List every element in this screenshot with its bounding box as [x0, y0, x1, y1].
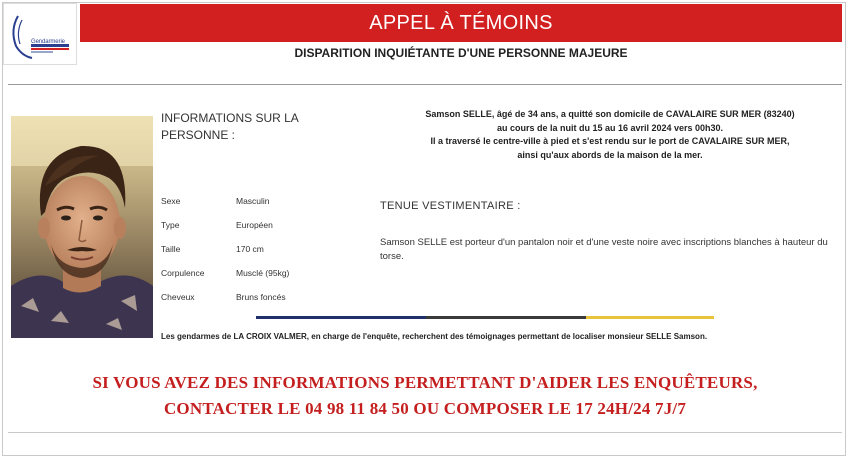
divider-bottom	[8, 432, 842, 433]
attribute-row-hair	[161, 292, 361, 316]
missing-person-photo	[11, 116, 153, 338]
clothing-text: Samson SELLE est porteur d'un pantalon noir et d'une veste noire avec inscriptions blanches à hauteur du torse.	[380, 237, 828, 262]
logo-text: Gendarmerie	[31, 39, 65, 45]
attribute-row-type	[161, 220, 361, 244]
attribute-row-sex	[161, 196, 361, 220]
attribute-label: Type	[161, 220, 180, 230]
attribute-label: Corpulence	[161, 268, 205, 278]
appeal-line-1: SI VOUS AVEZ DES INFORMATIONS PERMETTANT D'AIDER LES ENQUÊTEURS,	[92, 373, 758, 392]
attribute-value: Musclé (95kg)	[236, 268, 290, 278]
attribute-row-build	[161, 268, 361, 292]
description-line: Il a traversé le centre-ville à pied et s'est rendu sur le port de CAVALAIRE SUR MER,	[430, 136, 790, 146]
description-line: Samson SELLE, âgé de 34 ans, a quitté son domicile de CAVALAIRE SUR MER (83240)	[425, 109, 795, 119]
logo-emblem-icon	[4, 4, 78, 66]
attribute-label: Sexe	[161, 196, 181, 206]
disappearance-description	[380, 108, 840, 162]
gendarmerie-logo	[3, 3, 77, 65]
divider-stripe-gold	[586, 316, 714, 319]
attribute-label: Cheveux	[161, 292, 195, 302]
page-subtitle: DISPARITION INQUIÉTANTE D'UNE PERSONNE MAJEURE	[294, 46, 628, 60]
attribute-value: Masculin	[236, 196, 270, 206]
attribute-value: Bruns foncés	[236, 292, 286, 302]
attribute-row-height	[161, 244, 361, 268]
attribute-value: Européen	[236, 220, 273, 230]
appeal-line-2: CONTACTER LE 04 98 11 84 50 OU COMPOSER LE 17 24H/24 7J/7	[163, 399, 687, 418]
page-title: APPEL À TÉMOINS	[80, 4, 842, 42]
investigation-note: Les gendarmes de LA CROIX VALMER, en charge de l'enquête, recherchent des témoignages permettant de localiser monsieur SELLE Samson.	[161, 332, 708, 341]
attribute-label: Taille	[161, 244, 181, 254]
divider-stripe-blue	[256, 316, 426, 319]
divider-top	[8, 84, 842, 85]
description-line: au cours de la nuit du 15 au 16 avril 2024 vers 00h30.	[496, 122, 724, 133]
description-line: ainsi qu'aux abords de la maison de la mer.	[517, 149, 703, 160]
clothing-title: TENUE VESTIMENTAIRE :	[380, 200, 521, 212]
person-attributes	[161, 196, 361, 316]
divider-stripe-dark	[426, 316, 586, 319]
attribute-value: 170 cm	[236, 244, 264, 254]
person-info-title: INFORMATIONS SUR LA PERSONNE :	[161, 111, 299, 142]
